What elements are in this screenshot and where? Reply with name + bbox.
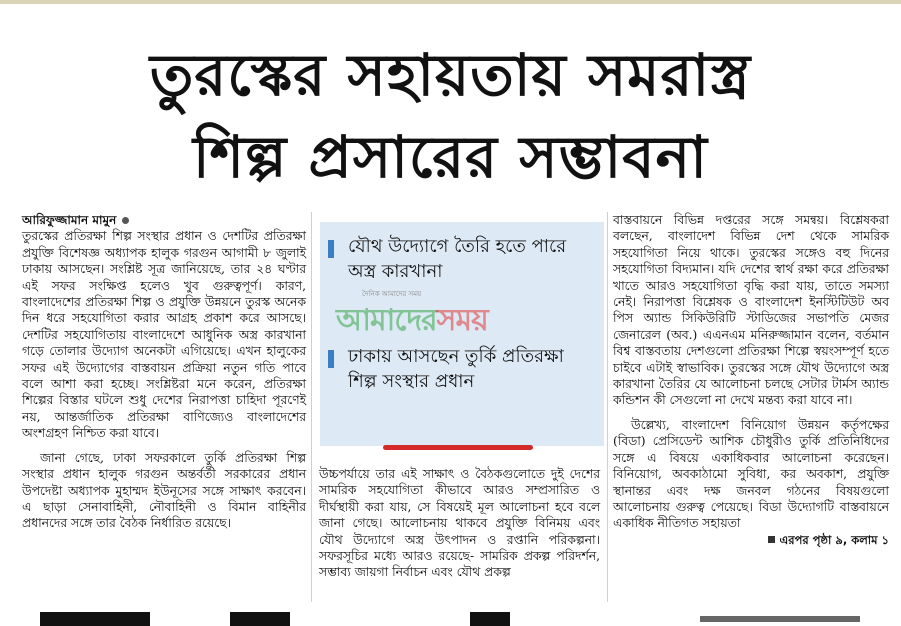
byline (22, 212, 306, 228)
callout-bar-icon (328, 350, 334, 368)
watermark-part-2: সময় (436, 303, 488, 338)
continued-square-icon (768, 536, 775, 543)
article-column-3 (613, 212, 889, 548)
callout-text: যৌথ উদ্যোগে তৈরি হতে পারে অস্ত্র কারখানা (348, 236, 567, 282)
paragraph: উল্লেখ্য, বাংলাদেশ বিনিয়োগ উন্নয়ন কর্তৃপক্ষের (বিডা) প্রেসিডেন্ট আশিক চৌধুরীও তুর্কি প্রতিনিধিদের সঙ্গে এ বিষয়ে একাধিকবার আলোচনা করেছেন। বিনিয়োগ, অবকাঠামো সুবিধা, কর অবকাশ, প্রযুক্তি স্থানান্তর এবং দক্ষ জনবল গঠনের বিষয়গুলো আলোচনায় গুরুত্ব পেয়েছে। বিডা উদ্যোগটি বাস্তবায়নে একাধিক নীতিগত সহায়তা (613, 417, 889, 531)
author-name: আরিফুজ্জামান মামুন (22, 213, 117, 227)
watermark-small-text: দৈনিক আমাদের সময় (362, 290, 422, 298)
continued-link[interactable] (613, 532, 889, 548)
next-article-strip (0, 612, 901, 626)
paragraph: জানা গেছে, ঢাকা সফরকালে তুর্কি প্রতিরক্ষা শিল্প সংস্থার প্রধান হালুক গরগুন অন্তর্বর্তী সরকারের প্রধান উপদেষ্টা অধ্যাপক মুহাম্মদ ইউনূসের সঙ্গে সাক্ষাৎ করবেন। এ ছাড়া সেনাবাহিনী, নৌবাহিনী ও বিমান বাহিনীর প্রধানদের সঙ্গে তার বৈঠক নির্ধারিত রয়েছে। (22, 450, 306, 531)
paragraph: উচ্চপর্যায়ে তার এই সাক্ষাৎ ও বৈঠকগুলোতে দুই দেশের সামরিক সহযোগিতা কীভাবে আরও সম্প্রসারিত ও দীর্ঘস্থায়ী করা যায়, সে বিষয়েই মূল আলোচনা হবে বলে জানা গেছে। আলোচনায় থাকবে প্রযুক্তি বিনিময় এবং যৌথ উদ্যোগে অস্ত্র উৎপাদন ও রপ্তানি পরিকল্পনা। সফরসূচির মধ্যে আরও রয়েছে- সামরিক প্রকল্প পরিদর্শন, সম্ভাব্য জায়গা নির্বাচন এবং যৌথ প্রকল্প (319, 467, 600, 580)
watermark-part-1: আমাদের (336, 303, 437, 338)
watermark-logo (336, 290, 488, 347)
article-column-2 (319, 466, 600, 581)
column-divider (607, 212, 608, 602)
callout-bar-icon (328, 240, 334, 258)
top-rule (0, 0, 901, 4)
callout-item (348, 344, 588, 394)
byline-dot-icon (122, 217, 129, 224)
column-divider (311, 212, 312, 602)
headline-line-2: শিল্প প্রসারের সম্ভাবনা (193, 123, 708, 191)
callout-text: ঢাকায় আসছেন তুর্কি প্রতিরক্ষা শিল্প সংস্থার প্রধান (348, 346, 564, 392)
callout-underline (383, 445, 533, 450)
article-column-1 (22, 212, 306, 532)
continued-text: এরপর পৃষ্ঠা ৯, কলাম ১ (779, 532, 889, 547)
paragraph: তুরস্কের প্রতিরক্ষা শিল্প সংস্থার প্রধান ও দেশটির প্রতিরক্ষা প্রযুক্তি বিশেষজ্ঞ অধ্যাপক হালুক গরগুন আগামী ৮ জুলাই ঢাকায় আসছেন। সংশ্লিষ্ট সূত্র জানিয়েছে, তার ২৪ ঘণ্টার এই সফর সংক্ষিপ্ত হলেও খুব গুরুত্বপূর্ণ। কারণ, বাংলাদেশের প্রতিরক্ষা শিল্প ও প্রযুক্তি উন্নয়নে তুরস্ক অনেক দিন ধরে সহযোগিতা করার আগ্রহ প্রকাশ করে আসছে। দেশটির সহযোগিতায় বাংলাদেশে আধুনিক অস্ত্র কারখানা গড়ে তোলার উদ্যোগ অনেকটা এগিয়েছে। এখন হালুকের সফর এই উদ্যোগের বাস্তবায়ন প্রক্রিয়া নতুন গতি পাবে বলে আশা করা হচ্ছে। সংশ্লিষ্টরা মনে করেন, প্রতিরক্ষা শিল্পের বিস্তার ঘটলে শুধু দেশের নিরাপত্তা চাহিদা পূরণেই নয়, আন্তর্জাতিক প্রতিরক্ষা বাণিজ্যেও বাংলাদেশের অংশগ্রহণ নিশ্চিত করা যাবে। (22, 229, 306, 441)
callout-item (348, 234, 588, 284)
headline-line-1: তুরস্কের সহায়তায় সমরাস্ত্র (149, 41, 752, 109)
paragraph: বাস্তবায়নে বিভিন্ন দপ্তরের সঙ্গে সমন্বয়। বিশ্লেষকরা বলছেন, বাংলাদেশ বিভিন্ন দেশ থেকে সামরিক সহযোগিতা নিয়ে থাকে। তুরস্কের সঙ্গেও বহু দিনের সহযোগিতা বিদ্যমান। যদি দেশের স্বার্থ রক্ষা করে প্রতিরক্ষা খাতে আরও সহযোগিতা বৃদ্ধি করা যায়, তাতে সমস্যা নেই। নিরাপত্তা বিশ্লেষক ও বাংলাদেশ ইনস্টিটিউট অব পিস অ্যান্ড সিকিউরিটি স্টাডিজের সভাপতি মেজর জেনারেল (অব.) এএনএম মনিরুজ্জামান বলেন, বর্তমান বিশ্ব বাস্তবতায় দেশগুলো প্রতিরক্ষা শিল্পে স্বয়ংসম্পূর্ণ হতে চাইবে এটাই স্বাভাবিক। তুরস্কের সঙ্গে যৌথ উদ্যোগে অস্ত্র কারখানা তৈরির যে আলোচনা চলছে সেটার টার্মস অ্যান্ড কন্ডিশন কী সেগুলো না দেখে মন্তব্য করা যাবে না। (613, 213, 889, 408)
